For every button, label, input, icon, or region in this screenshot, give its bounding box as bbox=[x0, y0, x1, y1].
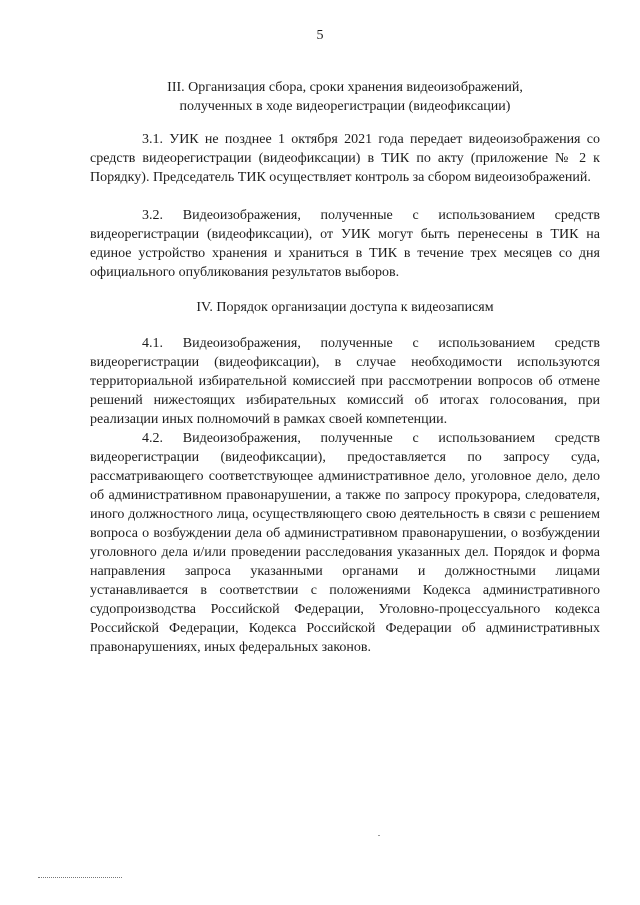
section-3-heading bbox=[90, 78, 600, 116]
scan-speck bbox=[378, 835, 380, 836]
paragraph-4-2: 4.2. Видеоизображения, полученные с использованием средств видеорегистрации (видеофиксации), предоставляется по запросу суда, рассматривающего соответствующее административное дело, уголовное дело, дело об административном правонарушении, а также по запросу прокурора, следователя, иного должностного лица, осуществляющего свою деятельность в связи с решением вопроса о возбуждении дела об административном правонарушении, о возбуждении уголовного дела и/или проведении расследования указанных дел. Порядок и форма направления запроса указанными органами и должностными лицами устанавливается в соответствии с положениями Кодекса административного судопроизводства Российской Федерации, Уголовно-процессуального кодекса Российской Федерации, Кодекса Российской Федерации об административных правонарушениях, иных федеральных законов. bbox=[90, 431, 600, 655]
paragraph-3-2: 3.2. Видеоизображения, полученные с использованием средств видеорегистрации (видеофиксации), от УИК могут быть перенесены в ТИК на единое устройство хранения и храниться в ТИК в течение трех месяцев со дня официального опубликования результатов выборов. bbox=[90, 208, 600, 280]
section-3-heading-line-2: полученных в ходе видеорегистрации (видеофиксации) bbox=[179, 99, 511, 114]
section-3-heading-line-1: III. Организация сбора, сроки хранения видеоизображений, bbox=[167, 80, 523, 95]
page-number: 5 bbox=[316, 28, 324, 43]
footer-dotted-line bbox=[38, 877, 122, 878]
paragraph-3-1: 3.1. УИК не позднее 1 октября 2021 года передает видеоизображения со средств видеорегистрации (видеофиксации) в ТИК по акту (приложение № 2 к Порядку). Председатель ТИК осуществляет контроль за сбором видеоизображений. bbox=[90, 132, 600, 185]
paragraph-4-1: 4.1. Видеоизображения, полученные с использованием средств видеорегистрации (видеофиксации), в случае необходимости используются территориальной избирательной комиссией при рассмотрении вопросов об отмене решений нижестоящих избирательных комиссий об итогах голосования, при реализации иных полномочий в рамках своей компетенции. bbox=[90, 336, 600, 427]
section-4-heading: IV. Порядок организации доступа к видеозаписям bbox=[196, 300, 494, 315]
